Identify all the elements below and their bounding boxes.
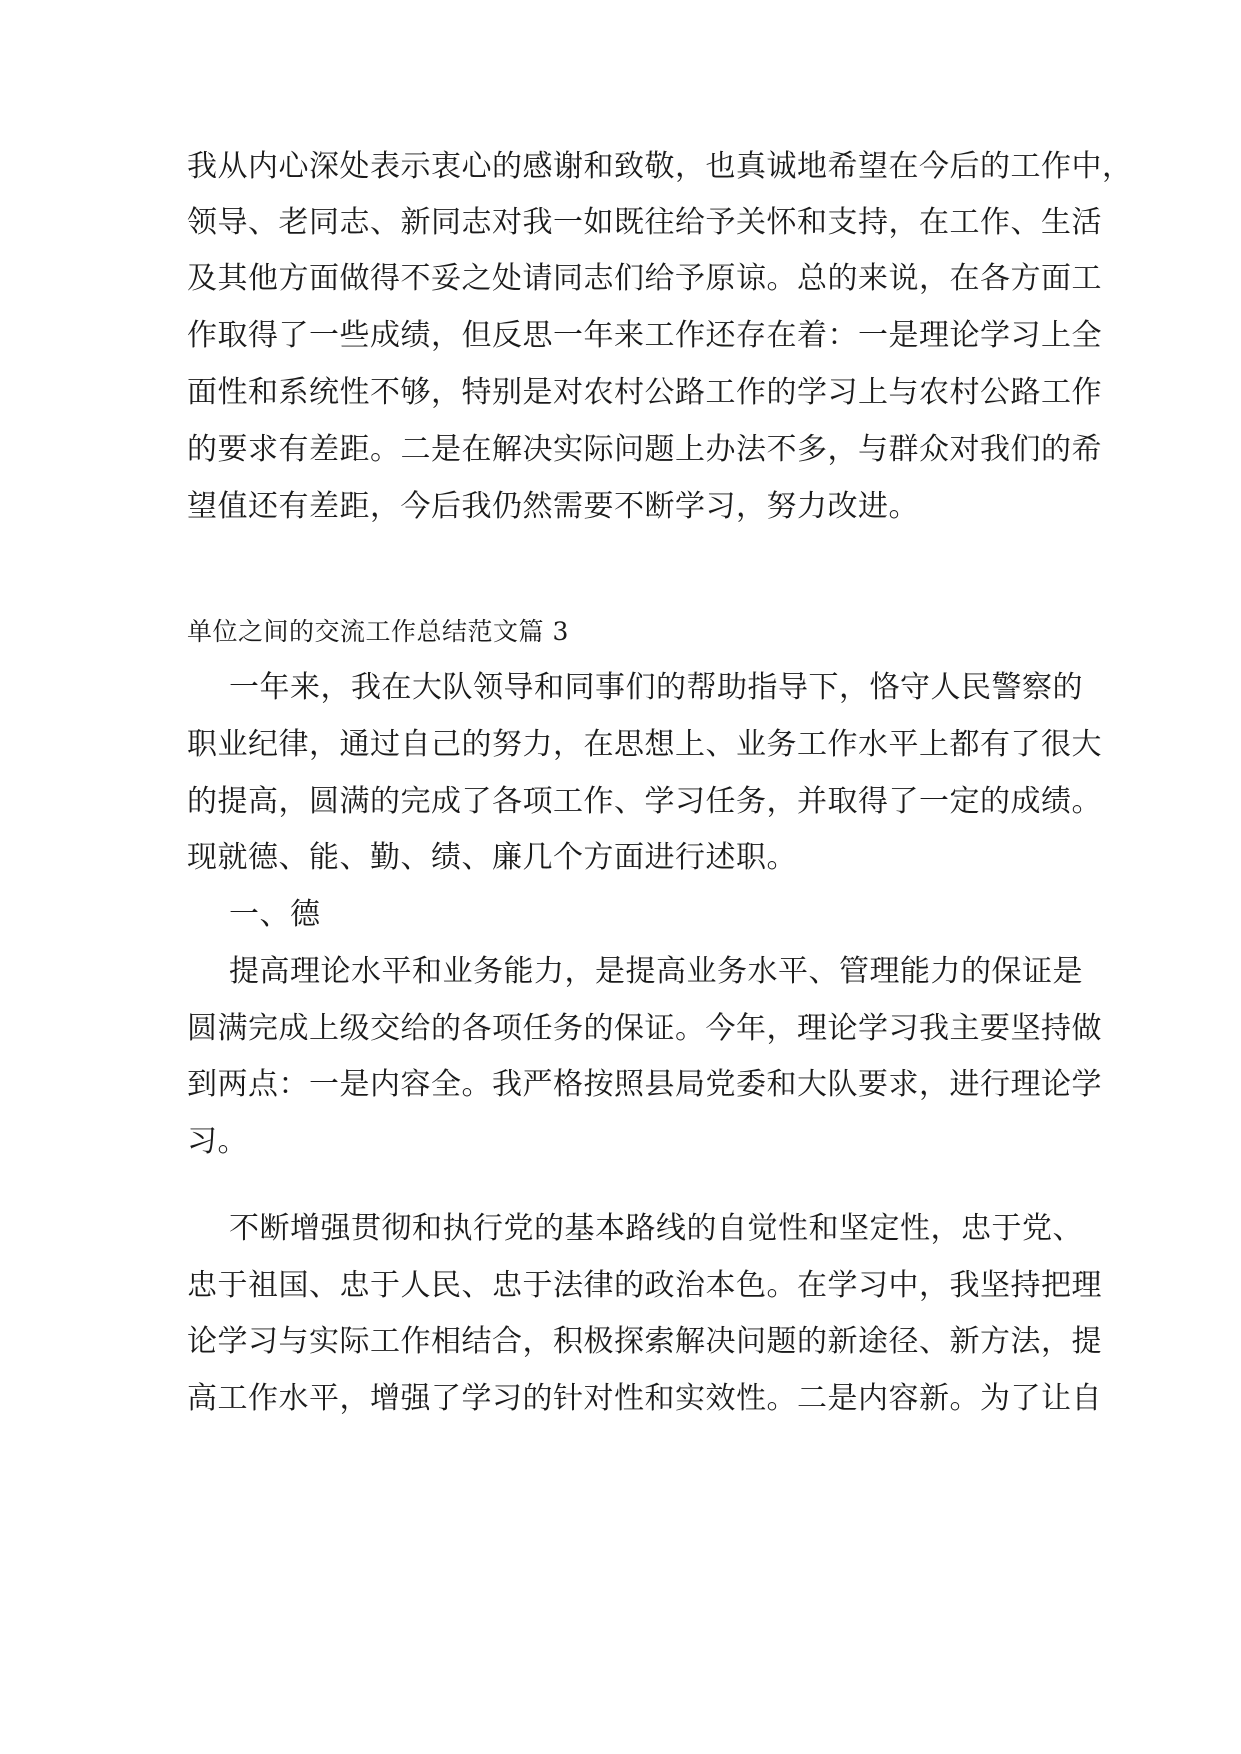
text-line: 习。 — [187, 1124, 248, 1159]
text-line: 一年来，我在大队领导和同事们的帮助指导下，恪守人民警察的 — [229, 670, 1083, 705]
text-line: 的提高，圆满的完成了各项工作、学习任务，并取得了一定的成绩。 — [187, 784, 1102, 819]
text-line: 的要求有差距。二是在解决实际问题上办法不多，与群众对我们的希 — [187, 432, 1102, 467]
text-line: 及其他方面做得不妥之处请同志们给予原谅。总的来说，在各方面工 — [187, 261, 1102, 296]
text-line: 现就德、能、勤、绩、廉几个方面进行述职。 — [187, 840, 797, 875]
text-line: 高工作水平，增强了学习的针对性和实效性。二是内容新。为了让自 — [187, 1381, 1102, 1416]
text-line: 我从内心深处表示衷心的感谢和致敬，也真诚地希望在今后的工作中， — [187, 149, 1133, 184]
text-line: 作取得了一些成绩，但反思一年来工作还存在着：一是理论学习上全 — [187, 318, 1102, 353]
subheading-de: 一、德 — [229, 897, 321, 932]
text-line: 忠于祖国、忠于人民、忠于法律的政治本色。在学习中，我坚持把理 — [187, 1268, 1102, 1303]
text-line: 职业纪律，通过自己的努力，在思想上、业务工作水平上都有了很大 — [187, 727, 1102, 762]
text-line: 望值还有差距，今后我仍然需要不断学习，努力改进。 — [187, 489, 919, 524]
text-line: 提高理论水平和业务能力，是提高业务水平、管理能力的保证是 — [229, 954, 1083, 989]
text-line: 领导、老同志、新同志对我一如既往给予关怀和支持，在工作、生活 — [187, 205, 1102, 240]
text-line: 到两点：一是内容全。我严格按照县局党委和大队要求，进行理论学 — [187, 1067, 1102, 1102]
text-line: 面性和系统性不够，特别是对农村公路工作的学习上与农村公路工作 — [187, 375, 1102, 410]
section-title: 单位之间的交流工作总结范文篇 3 — [187, 617, 569, 646]
text-line: 不断增强贯彻和执行党的基本路线的自觉性和坚定性，忠于党、 — [229, 1211, 1083, 1246]
text-line: 圆满完成上级交给的各项任务的保证。今年，理论学习我主要坚持做 — [187, 1011, 1102, 1046]
text-line: 论学习与实际工作相结合，积极探索解决问题的新途径、新方法，提 — [187, 1324, 1102, 1359]
